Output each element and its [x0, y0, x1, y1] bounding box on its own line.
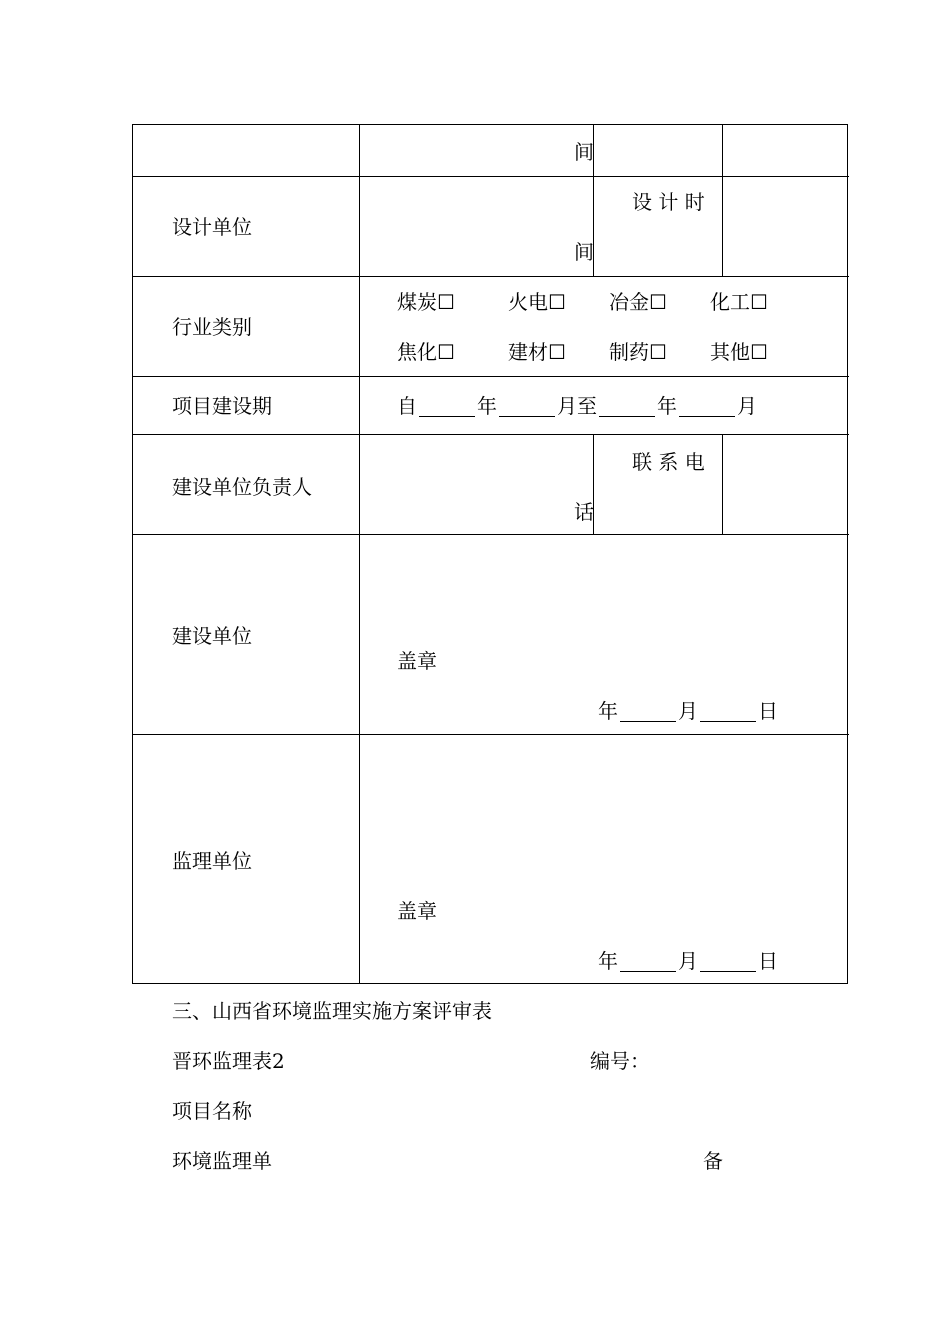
- construction-month-blank[interactable]: [620, 701, 676, 722]
- start-month-blank[interactable]: [499, 396, 555, 417]
- phone-suffix: 话: [574, 500, 594, 524]
- industry-option-building-materials[interactable]: 建材☐: [508, 340, 566, 364]
- row-divider: [133, 734, 849, 735]
- checkbox-icon[interactable]: ☐: [649, 290, 667, 314]
- column-divider: [722, 434, 723, 534]
- env-supervision-unit-label: 环境监理单: [172, 1149, 272, 1173]
- checkbox-icon[interactable]: ☐: [750, 290, 768, 314]
- supervision-seal-label: 盖章: [397, 899, 437, 923]
- design-time-suffix: 间: [574, 240, 594, 264]
- serial-number-label: 编号：: [590, 1049, 650, 1073]
- end-year-blank[interactable]: [599, 396, 655, 417]
- row-divider: [133, 376, 849, 377]
- construction-date: 年 月 日: [598, 699, 778, 723]
- checkbox-icon[interactable]: ☐: [437, 340, 455, 364]
- industry-option-coal[interactable]: 煤炭☐: [397, 290, 455, 314]
- industry-option-other[interactable]: 其他☐: [710, 340, 768, 364]
- end-month-blank[interactable]: [679, 396, 735, 417]
- design-unit-label: 设计单位: [172, 215, 252, 239]
- construction-unit-label: 建设单位: [172, 624, 252, 648]
- checkbox-icon[interactable]: ☐: [548, 290, 566, 314]
- supervision-date: 年 月 日: [598, 949, 778, 973]
- industry-option-chemical[interactable]: 化工☐: [710, 290, 768, 314]
- row-divider: [133, 534, 849, 535]
- section-title: 三、山西省环境监理实施方案评审表: [172, 999, 492, 1023]
- period-range: 自 年 月至 年 月: [397, 394, 757, 418]
- row-divider: [133, 176, 849, 177]
- supervision-unit-label: 监理单位: [172, 849, 252, 873]
- row-divider: [133, 276, 849, 277]
- period-label: 项目建设期: [172, 394, 272, 418]
- design-time-label: 设 计 时: [632, 190, 705, 214]
- table-code: 晋环监理表2: [172, 1049, 285, 1073]
- checkbox-icon[interactable]: ☐: [750, 340, 768, 364]
- industry-option-thermal-power[interactable]: 火电☐: [508, 290, 566, 314]
- row1-time-suffix: 间: [574, 140, 594, 164]
- industry-label: 行业类别: [172, 315, 252, 339]
- column-divider: [722, 125, 723, 276]
- supervision-month-blank[interactable]: [620, 951, 676, 972]
- phone-label: 联 系 电: [632, 450, 705, 474]
- supervision-day-blank[interactable]: [700, 951, 756, 972]
- column-divider: [359, 125, 360, 983]
- checkbox-icon[interactable]: ☐: [437, 290, 455, 314]
- row-divider: [133, 434, 849, 435]
- construction-day-blank[interactable]: [700, 701, 756, 722]
- checkbox-icon[interactable]: ☐: [649, 340, 667, 364]
- project-name-label: 项目名称: [172, 1099, 252, 1123]
- construction-seal-label: 盖章: [397, 649, 437, 673]
- industry-option-pharmaceutical[interactable]: 制药☐: [609, 340, 667, 364]
- checkbox-icon[interactable]: ☐: [548, 340, 566, 364]
- owner-manager-label: 建设单位负责人: [172, 475, 312, 499]
- start-year-blank[interactable]: [419, 396, 475, 417]
- industry-option-metallurgy[interactable]: 冶金☐: [609, 290, 667, 314]
- remark-label: 备: [703, 1149, 723, 1173]
- industry-option-coking[interactable]: 焦化☐: [397, 340, 455, 364]
